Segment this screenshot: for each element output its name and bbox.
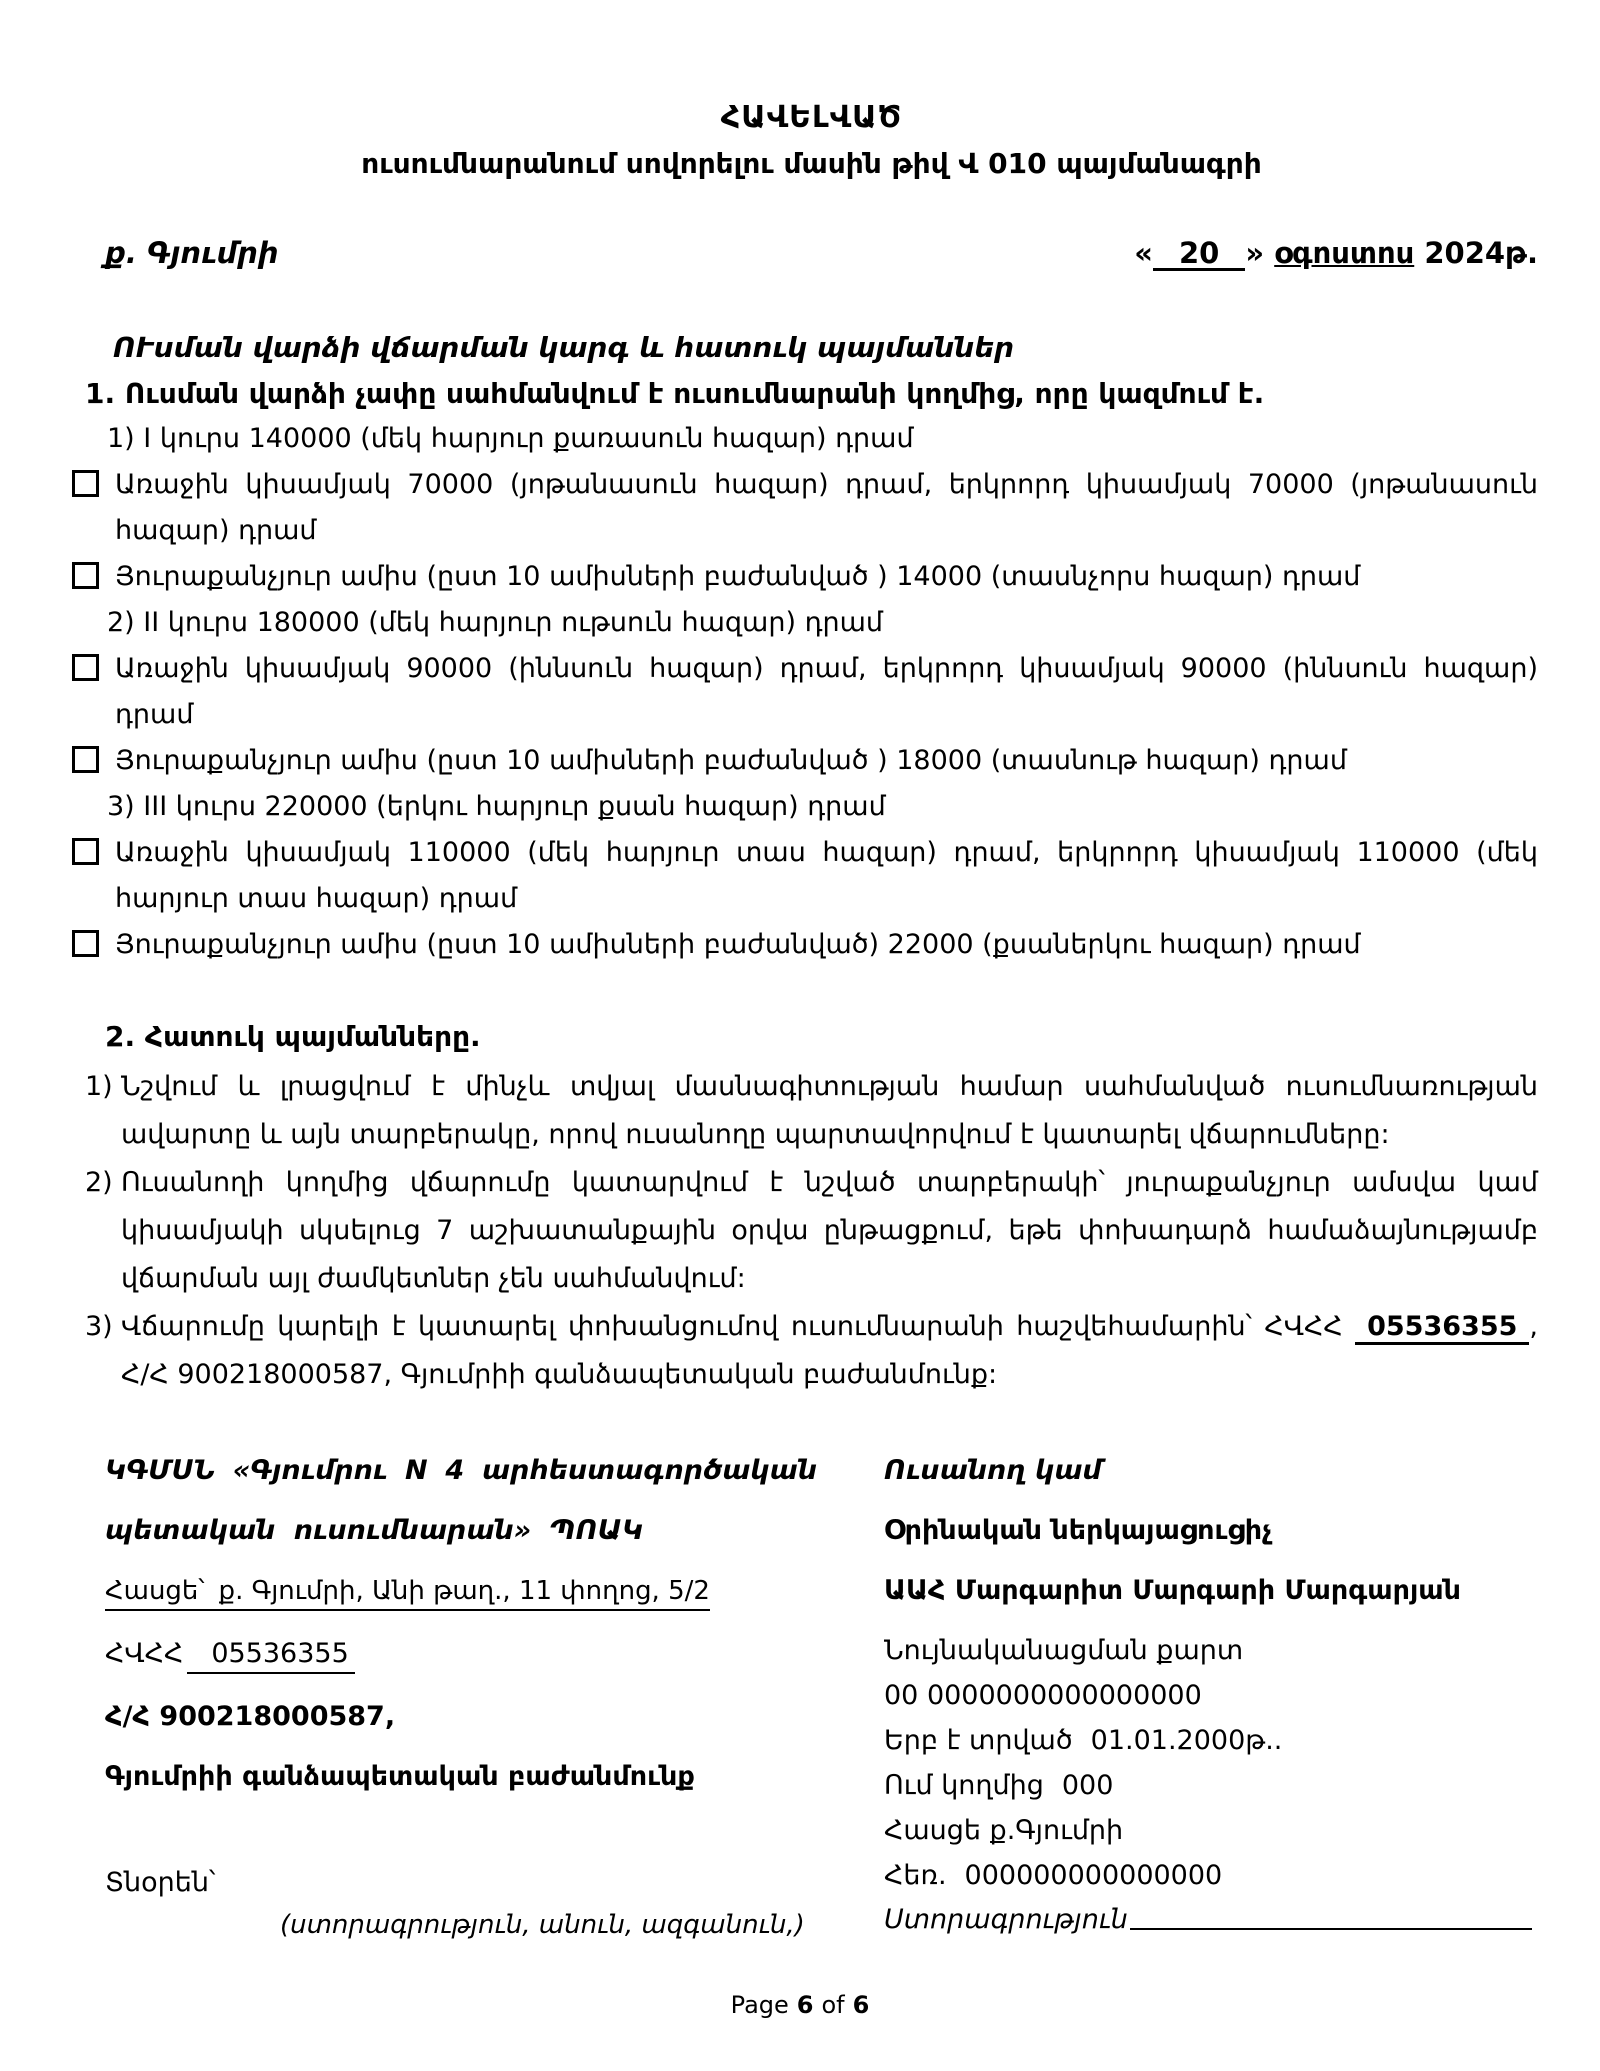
item-number: 1): [85, 1071, 113, 1102]
course3-semester-option: [72, 830, 1538, 922]
date-year: 2024թ.: [1424, 236, 1538, 270]
checkbox-icon[interactable]: [72, 746, 99, 773]
course2-monthly-option: [72, 738, 1538, 784]
condition-text: [121, 1303, 1538, 1399]
course2-semester-option: [72, 646, 1538, 738]
option-label: Յուրաքանչյուր ամիս (ըստ 10 ամիսների բաժանված ) 14000 (տասնչորս հազար) դրամ: [115, 561, 1361, 592]
student-phone-line: [884, 1859, 1532, 1893]
page-total: 6: [852, 1991, 870, 2019]
of-word: of: [821, 1991, 845, 2019]
condition-text-part1: Վճարումը կարելի է կատարել փոխանցումով ուսումնարանի հաշվեհամարին՝ ՀՎՀՀ: [121, 1311, 1356, 1342]
date-day-blank: 20: [1153, 238, 1245, 271]
course1-monthly-option: [72, 554, 1538, 600]
id-issued-line: [884, 1724, 1532, 1758]
date-month: օգոստոս: [1274, 236, 1415, 270]
school-account-line: Հ/Հ 900218000587,: [105, 1701, 396, 1732]
id-card-number: 00 0000000000000000: [884, 1680, 1202, 1711]
director-label: Տնօրեն՝: [105, 1867, 216, 1898]
issued-label: Երբ է տրված: [884, 1725, 1073, 1756]
special-conditions-section: [85, 1020, 1538, 1399]
option-label: Յուրաքանչյուր ամիս (ըստ 10 ամիսների բաժանված) 22000 (քսաներկու հազար) դրամ: [115, 929, 1361, 960]
course3-monthly-option: [72, 922, 1538, 968]
condition-text-part2: , Հ/Հ 900218000587, Գյումրիի գանձապետական բաժանմունք:: [121, 1311, 1538, 1390]
signature-blank-line: [1130, 1928, 1532, 1930]
tuition-heading: 1. Ուսման վարձի չափը սահմանվում է ուսումնարանի կողմից, որը կազմում է.: [85, 377, 1265, 410]
checkbox-icon[interactable]: [72, 930, 99, 957]
option-label: Յուրաքանչյուր ամիս (ըստ 10 ամիսների բաժանված ) 18000 (տասնութ հազար) դրամ: [115, 745, 1347, 776]
school-signature-column: [105, 1454, 817, 1940]
date-value: [1134, 236, 1538, 271]
course2-fee-line: 2) II կուրս 180000 (մեկ հարյուր ութսուն հազար) դրամ: [107, 607, 884, 638]
page-word: Page: [730, 1991, 789, 2019]
condition-text: Նշվում և լրացվում է մինչև տվյալ մասնագիտության համար սահմանված ուսումնառության ավարտը և այն տարբերակը, որով ուսանողը պարտավորվում է կատարել վճարումները:: [121, 1071, 1538, 1150]
id-card-label: Նույնականացման քարտ: [884, 1635, 1244, 1666]
treasury-line: Գյումրիի գանձապետական բաժանմունք: [105, 1761, 695, 1792]
director-signature-note: (ստորագրություն, անուն, ազգանուն,): [280, 1910, 805, 1940]
phone-label: Հեռ.: [884, 1860, 947, 1891]
special-condition-1: [85, 1063, 1538, 1159]
option-label: Առաջին կիսամյակ 110000 (մեկ հարյուր տաս հազար) դրամ, երկրորդ կիսամյակ 110000 (մեկ հարյուր տաս հազար) դրամ: [115, 837, 1538, 914]
tuition-subheading: ՈՒսման վարձի վճարման կարգ և հատուկ պայմաններ: [113, 331, 1015, 364]
option-label: Առաջին կիսամյակ 90000 (իննսուն հազար) դրամ, երկրորդ կիսամյակ 90000 (իննսուն հազար) դրամ: [115, 653, 1538, 730]
course1-fee-line: 1) I կուրս 140000 (մեկ հարյուր քառասուն հազար) դրամ: [107, 423, 914, 454]
condition-text: Ուսանողի կողմից վճարումը կատարվում է նշված տարբերակի՝ յուրաքանչյուր ամսվա կամ կիսամյակի սկսելուց 7 աշխատանքային օրվա ընթացքում, եթե փոխադարձ համաձայնությամբ վճարման այլ ժամկետներ չեն սահմանվում:: [121, 1167, 1538, 1294]
taxpayer-id-underlined: 05536355: [1355, 1311, 1529, 1345]
close-quote: »: [1245, 236, 1265, 270]
school-hvhh-line: [105, 1637, 817, 1674]
page-footer: [0, 1991, 1600, 2019]
course1-semester-option: [72, 462, 1538, 554]
item-number: 3): [85, 1311, 113, 1342]
checkbox-icon[interactable]: [72, 470, 99, 497]
course3-fee-line: 3) III կուրս 220000 (երկու հարյուր քսան հազար) դրամ: [107, 791, 886, 822]
date-row: [85, 236, 1538, 271]
student-role-line2: Օրինական ներկայացուցիչ: [884, 1515, 1273, 1546]
org-name-line2: պետական ուսումնարան» ՊՈԱԿ: [105, 1515, 644, 1546]
student-signature-line: [884, 1904, 1532, 1935]
signature-label: Ստորագրություն: [884, 1904, 1128, 1935]
address-label: Հասցե՝: [105, 1576, 205, 1606]
tuition-options-list: [85, 416, 1538, 968]
open-quote: «: [1134, 236, 1153, 270]
checkbox-icon[interactable]: [72, 654, 99, 681]
issued-by-value: 000: [1061, 1770, 1114, 1801]
student-signature-column: [884, 1454, 1532, 1940]
checkbox-icon[interactable]: [72, 562, 99, 589]
hvhh-label: ՀՎՀՀ: [105, 1638, 184, 1669]
signature-block: [85, 1454, 1538, 1940]
special-conditions-heading: 2. Հատուկ պայմանները.: [105, 1020, 481, 1053]
student-name: ԱԱՀ Մարգարիտ Մարգարի Մարգարյան: [884, 1575, 1461, 1606]
school-address-line: [105, 1574, 817, 1611]
org-name-line1: ԿԳՄՍՆ «Գյումրու N 4 արհեստագործական: [105, 1455, 817, 1486]
hvhh-value: 05536355: [187, 1637, 354, 1674]
item-number: 2): [85, 1167, 113, 1198]
student-role-line1: Ուսանող կամ: [884, 1455, 1102, 1486]
issued-value: 01.01.2000թ..: [1090, 1725, 1283, 1756]
document-subtitle: ուսումնարանում սովորելու մասին թիվ Վ 010 պայմանագրի: [361, 147, 1262, 180]
option-label: Առաջին կիսամյակ 70000 (յոթանասուն հազար) դրամ, երկրորդ կիսամյակ 70000 (յոթանասուն հազար) դրամ: [115, 469, 1538, 546]
checkbox-icon[interactable]: [72, 838, 99, 865]
student-address: Հասցե ք.Գյումրի: [884, 1815, 1124, 1846]
place-label: ք. Գյումրի: [105, 236, 279, 270]
special-condition-3: [85, 1303, 1538, 1399]
document-title: ՀԱՎԵԼՎԱԾ: [720, 100, 903, 135]
special-condition-2: [85, 1159, 1538, 1303]
phone-value: 000000000000000: [964, 1860, 1223, 1891]
id-issued-by-line: [884, 1769, 1532, 1803]
page-number: 6: [796, 1991, 814, 2019]
address-value: ք. Գյումրի, Անի թաղ., 11 փողոց, 5/2: [218, 1576, 710, 1606]
issued-by-label: Ում կողմից: [884, 1770, 1044, 1801]
